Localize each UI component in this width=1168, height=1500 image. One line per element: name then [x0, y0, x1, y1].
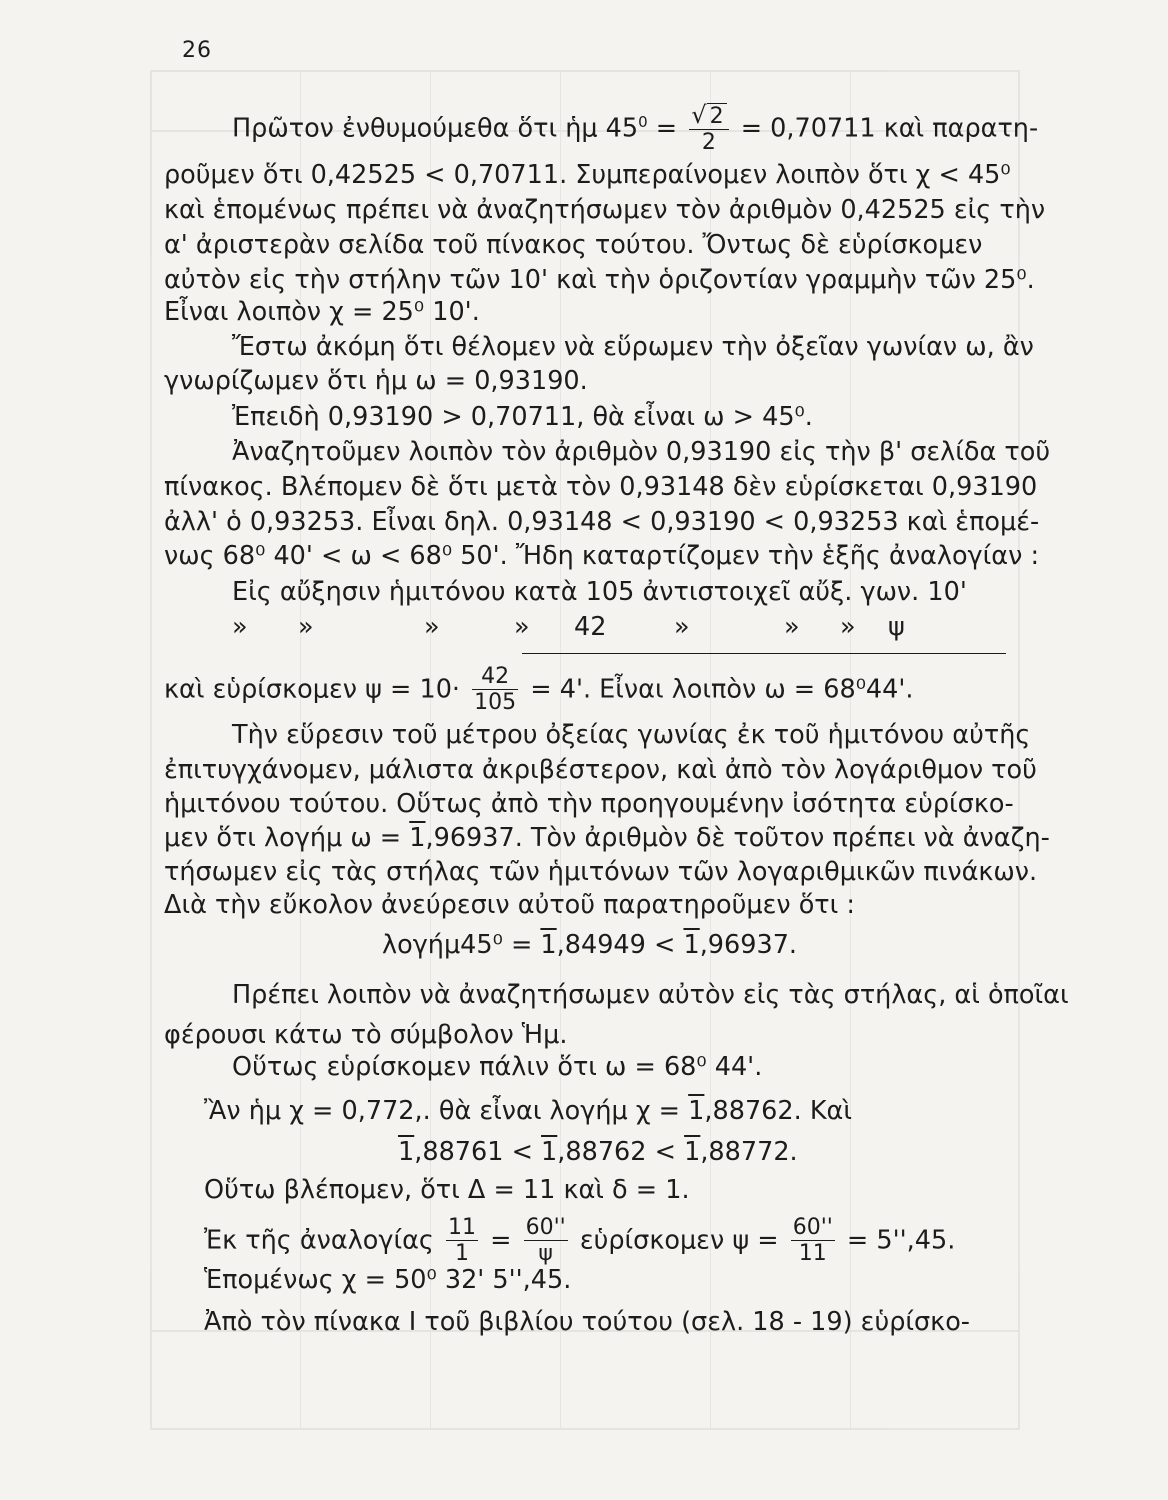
paragraph-2-line-5: πίνακος. Βλέπομεν δὲ ὅτι μετὰ τὸν 0,93148 δὲν εὑρίσκεται 0,93190	[164, 472, 1038, 502]
bar-characteristic: 1	[541, 1137, 558, 1167]
ditto-mark: »	[840, 612, 856, 642]
bar-characteristic: 1	[409, 823, 426, 853]
paragraph-2-line-1: Ἔστω ἀκόμη ὅτι θέλομεν νὰ εὕρωμεν τὴν ὀξεῖαν γωνίαν ω, ἂν	[232, 332, 1034, 362]
paragraph-2-line-7: νως 68⁰ 40' < ω < 68⁰ 50'. Ἤδη καταρτίζομεν τὴν ἑξῆς ἀναλογίαν :	[164, 541, 1040, 571]
paragraph-4-line-8: Ἑπομένως χ = 50⁰ 32' 5'',45.	[204, 1265, 572, 1295]
psi-symbol: ψ	[888, 612, 905, 642]
proportion-equation-line: Ἐκ τῆς ἀναλογίας $\frac{11}{1}$ = $\frac{60''}{\psi}$ εὑρίσκομεν ψ = $\frac{60''}{11}$ = 5'',45.	[204, 1215, 956, 1266]
paragraph-3-line-6: Διὰ τὴν εὔκολον ἀνεύρεσιν αὐτοῦ παρατηροῦμεν ὅτι :	[164, 890, 855, 920]
paragraph-3-line-2: ἐπιτυγχάνομεν, μάλιστα ἀκριβέστερον, καὶ ἀπὸ τὸν λογάριθμον τοῦ	[164, 755, 1037, 785]
paragraph-1-line-3: καὶ ἑπομένως πρέπει νὰ ἀναζητήσωμεν τὸν ἀριθμὸν 0,42525 εἰς τὴν	[164, 195, 1046, 225]
bar-characteristic: 1	[688, 1096, 705, 1126]
fraction-42-over-105: $\frac{42}{105}$	[474, 664, 517, 715]
square-root-icon: √ 2	[691, 103, 726, 129]
ditto-mark: »	[514, 612, 530, 642]
fraction-11-over-1: $\frac{11}{1}$	[448, 1215, 477, 1266]
value-42: 42	[574, 612, 607, 642]
bar-characteristic: 1	[398, 1137, 415, 1167]
paragraph-4-line-2: φέρουσι κάτω τὸ σύμβολον Ἡμ.	[164, 1020, 568, 1050]
ditto-mark: »	[424, 612, 440, 642]
ditto-mark: »	[674, 612, 690, 642]
paragraph-2-line-2: γνωρίζωμεν ὅτι ἡμ ω = 0,93190.	[164, 366, 588, 396]
page-number: 26	[182, 38, 212, 63]
paragraph-2-line-6: ἀλλ' ὁ 0,93253. Εἶναι δηλ. 0,93148 < 0,93190 < 0,93253 καὶ ἑπομέ-	[164, 507, 1040, 537]
paragraph-4-line-9: Ἀπὸ τὸν πίνακα Ι τοῦ βιβλίου τούτου (σελ. 18 - 19) εὑρίσκο-	[204, 1307, 971, 1337]
paragraph-4-line-6: Οὕτω βλέπομεν, ὅτι Δ = 11 καὶ δ = 1.	[204, 1175, 690, 1205]
paragraph-3-line-4: μεν ὅτι λογήμ ω = 1,96937. Τὸν ἀριθμὸν δὲ τοῦτον πρέπει νὰ ἀναζη-	[164, 823, 1050, 853]
bar-characteristic: 1	[540, 930, 557, 960]
equals: =	[655, 113, 678, 144]
paragraph-2-line-4: Ἀναζητοῦμεν λοιπὸν τὸν ἀριθμὸν 0,93190 εἰς τὴν β' σελίδα τοῦ	[232, 437, 1051, 467]
logarithm-comparison: λογήμ45⁰ = 1,84949 < 1,96937.	[382, 930, 798, 960]
result-line	[164, 665, 914, 716]
sqrt-two-over-two-fraction: $\frac{√ 2}{2}$	[689, 103, 728, 156]
paragraph-1-line-1	[232, 103, 1038, 156]
fraction-60-over-11: $\frac{60''}{11}$	[792, 1215, 833, 1266]
paragraph-3-line-3: ἡμιτόνου τούτου. Οὕτως ἀπὸ τὴν προηγουμένην ἰσότητα εὑρίσκο-	[164, 789, 1014, 819]
paragraph-2-line-3: Ἐπειδὴ 0,93190 > 0,70711, θὰ εἶναι ω > 45⁰.	[232, 402, 813, 432]
text: Πρῶτον ἐνθυμούμεθα ὅτι ἡμ 45	[232, 113, 639, 144]
paragraph-1-line-5: αὐτὸν εἰς τὴν στήλην τῶν 10' καὶ τὴν ὁριζοντίαν γραμμὴν τῶν 25⁰.	[164, 265, 1035, 295]
paragraph-1-line-6: Εἶναι λοιπὸν χ = 25⁰ 10'.	[164, 297, 480, 327]
paragraph-3-line-1: Τὴν εὕρεσιν τοῦ μέτρου ὀξείας γωνίας ἐκ τοῦ ἡμιτόνου αὐτῆς	[232, 720, 1031, 750]
proportion-rule	[522, 653, 1006, 654]
paragraph-4-line-1: Πρέπει λοιπὸν νὰ ἀναζητήσωμεν αὐτὸν εἰς τὰς στήλας, αἱ ὁποῖαι	[232, 980, 1069, 1010]
text: καὶ εὑρίσκομεν ψ = 10·	[164, 674, 461, 705]
ditto-mark: »	[784, 612, 800, 642]
bar-characteristic: 1	[684, 1137, 701, 1167]
paragraph-1-line-4: α' ἀριστερὰν σελίδα τοῦ πίνακος τούτου. Ὄντως δὲ εὑρίσκομεν	[164, 230, 983, 260]
ditto-mark: »	[232, 612, 248, 642]
text: = 4'. Εἶναι λοιπὸν ω = 68⁰44'.	[530, 674, 914, 705]
paragraph-3-line-5: τήσωμεν εἰς τὰς στήλας τῶν ἡμιτόνων τῶν λογαριθμικῶν πινάκων.	[164, 857, 1038, 887]
paragraph-1-line-2: ροῦμεν ὅτι 0,42525 < 0,70711. Συμπεραίνομεν λοιπὸν ὅτι χ < 45⁰	[164, 160, 1011, 190]
paragraph-2-line-8: Εἰς αὔξησιν ἡμιτόνου κατὰ 105 ἀντιστοιχεῖ αὔξ. γων. 10'	[232, 577, 967, 607]
bar-characteristic: 1	[683, 930, 700, 960]
paragraph-4-line-3: Οὕτως εὑρίσκομεν πάλιν ὅτι ω = 68⁰ 44'.	[232, 1052, 763, 1082]
fraction-60-over-psi: $\frac{60''}{\psi}$	[525, 1215, 566, 1266]
proportion-row	[232, 612, 1012, 644]
ditto-mark: »	[298, 612, 314, 642]
degree-sign: 0	[638, 113, 648, 131]
paragraph-4-line-4: Ἂν ἡμ χ = 0,772,. θὰ εἶναι λογήμ χ = 1,88762. Καὶ	[204, 1096, 852, 1126]
logarithm-chain: 1,88761 < 1,88762 < 1,88772.	[398, 1137, 798, 1167]
text: = 0,70711 καὶ παρατη-	[740, 113, 1039, 144]
